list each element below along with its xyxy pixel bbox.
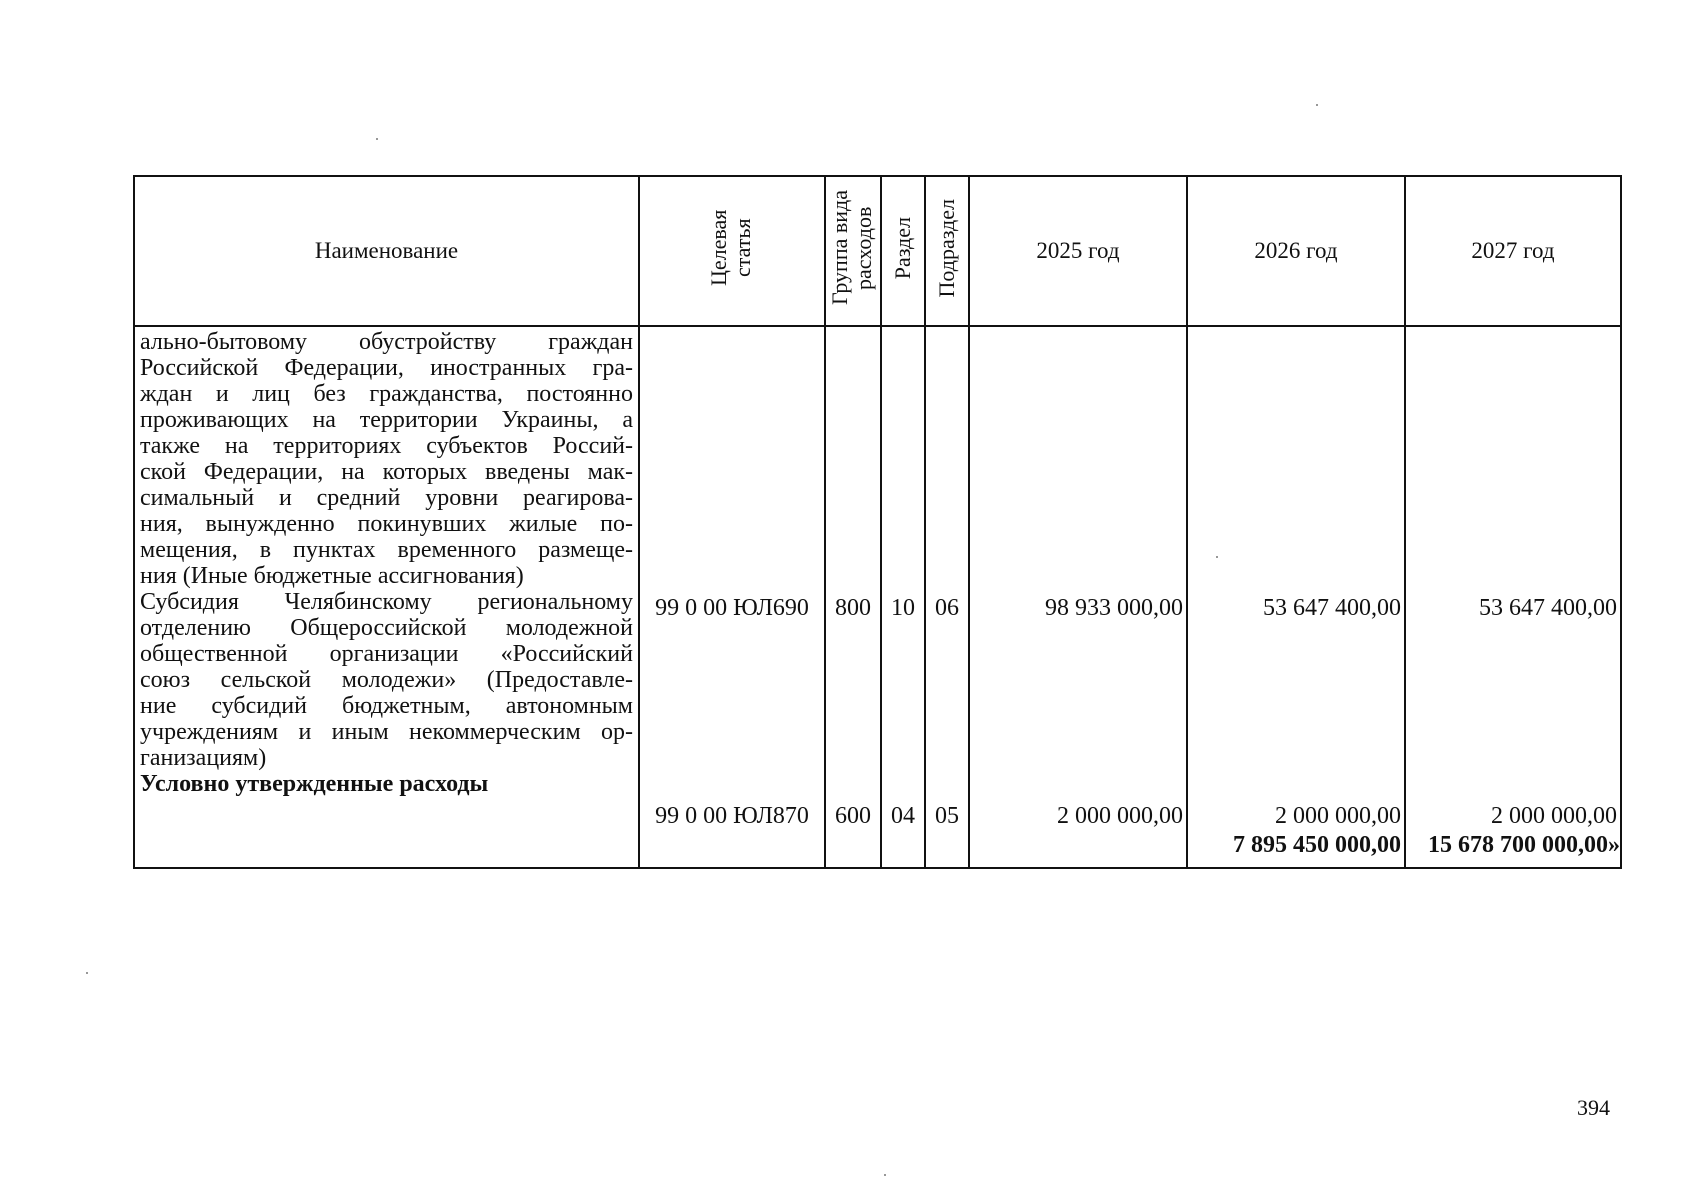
header-expense-group: Группа вида расходов [825, 176, 881, 326]
row1-name-line: ской Федерации, на которых введены мак- [140, 459, 633, 485]
row2-section: 04 [891, 803, 915, 829]
row1-subsection: 06 [935, 595, 959, 621]
row3-name: Условно утвержденные расходы [140, 771, 489, 797]
row1-expense-group: 800 [835, 595, 871, 621]
row2-name-line: ганизациям) [140, 745, 267, 771]
row1-name-line: Российской Федерации, иностранных гра- [140, 355, 633, 381]
row1-2026-amount: 53 647 400,00 [1263, 595, 1401, 621]
row1-name-line: ждан и лиц без гражданства, постоянно [140, 381, 633, 407]
header-subsection: Подраздел [925, 176, 969, 326]
row2-2026-amount: 2 000 000,00 [1275, 803, 1401, 829]
row1-name-line: ния, вынужденно покинувших жилые по- [140, 511, 633, 537]
table-header-row [134, 176, 1621, 326]
scan-speck [1216, 556, 1218, 558]
table-body-row [134, 326, 1621, 868]
header-target-article: Целевая статья [639, 176, 825, 326]
header-2025: 2025 год [969, 176, 1187, 326]
row2-name-line: учреждениям и иным некоммерческим ор- [140, 719, 633, 745]
scan-speck [884, 1174, 886, 1176]
year-2026-column [1187, 326, 1405, 868]
row2-subsection: 05 [935, 803, 959, 829]
row2-name-line: ние субсидий бюджетным, автономным [140, 693, 633, 719]
row1-name-line: проживающих на территории Украины, а [140, 407, 633, 433]
row1-2025-amount: 98 933 000,00 [1045, 595, 1183, 621]
row1-name-line: ния (Иные бюджетные ассигнования) [140, 563, 524, 589]
row1-name-line: ально-бытовому обустройству граждан [140, 329, 633, 355]
row2-2025-amount: 2 000 000,00 [1057, 803, 1183, 829]
page-number: 394 [1577, 1095, 1610, 1120]
row1-name-line: симальный и средний уровни реагирова- [140, 485, 633, 511]
row2-expense-group: 600 [835, 803, 871, 829]
row1-target-article: 99 0 00 ЮЛ690 [655, 595, 809, 621]
section-column [881, 326, 925, 868]
scan-speck [86, 972, 88, 974]
row2-name-line: Субсидия Челябинскому региональному [140, 589, 633, 615]
row2-2027-amount: 2 000 000,00 [1491, 803, 1617, 829]
row3-2026-amount: 7 895 450 000,00 [1233, 832, 1401, 858]
year-2025-column [969, 326, 1187, 868]
row2-name-line: общественной организации «Российский [140, 641, 633, 667]
target-article-column [639, 326, 825, 868]
row1-2027-amount: 53 647 400,00 [1479, 595, 1617, 621]
scan-speck [1316, 104, 1318, 106]
header-name: Наименование [134, 176, 639, 326]
row1-name-line: также на территориях субъектов Россий- [140, 433, 633, 459]
subsection-column [925, 326, 969, 868]
budget-table [133, 175, 1622, 869]
header-2026: 2026 год [1187, 176, 1405, 326]
header-2027: 2027 год [1405, 176, 1621, 326]
row1-name-line: мещения, в пунктах временного размеще- [140, 537, 633, 563]
scan-speck [376, 138, 378, 140]
year-2027-column [1405, 326, 1621, 868]
row2-name-line: союз сельской молодежи» (Предоставле- [140, 667, 633, 693]
row3-2027-amount: 15 678 700 000,00» [1428, 832, 1620, 858]
row2-name-line: отделению Общероссийской молодежной [140, 615, 633, 641]
row2-target-article: 99 0 00 ЮЛ870 [655, 803, 809, 829]
header-section: Раздел [881, 176, 925, 326]
expense-group-column [825, 326, 881, 868]
name-column [134, 326, 639, 868]
row1-section: 10 [891, 595, 915, 621]
